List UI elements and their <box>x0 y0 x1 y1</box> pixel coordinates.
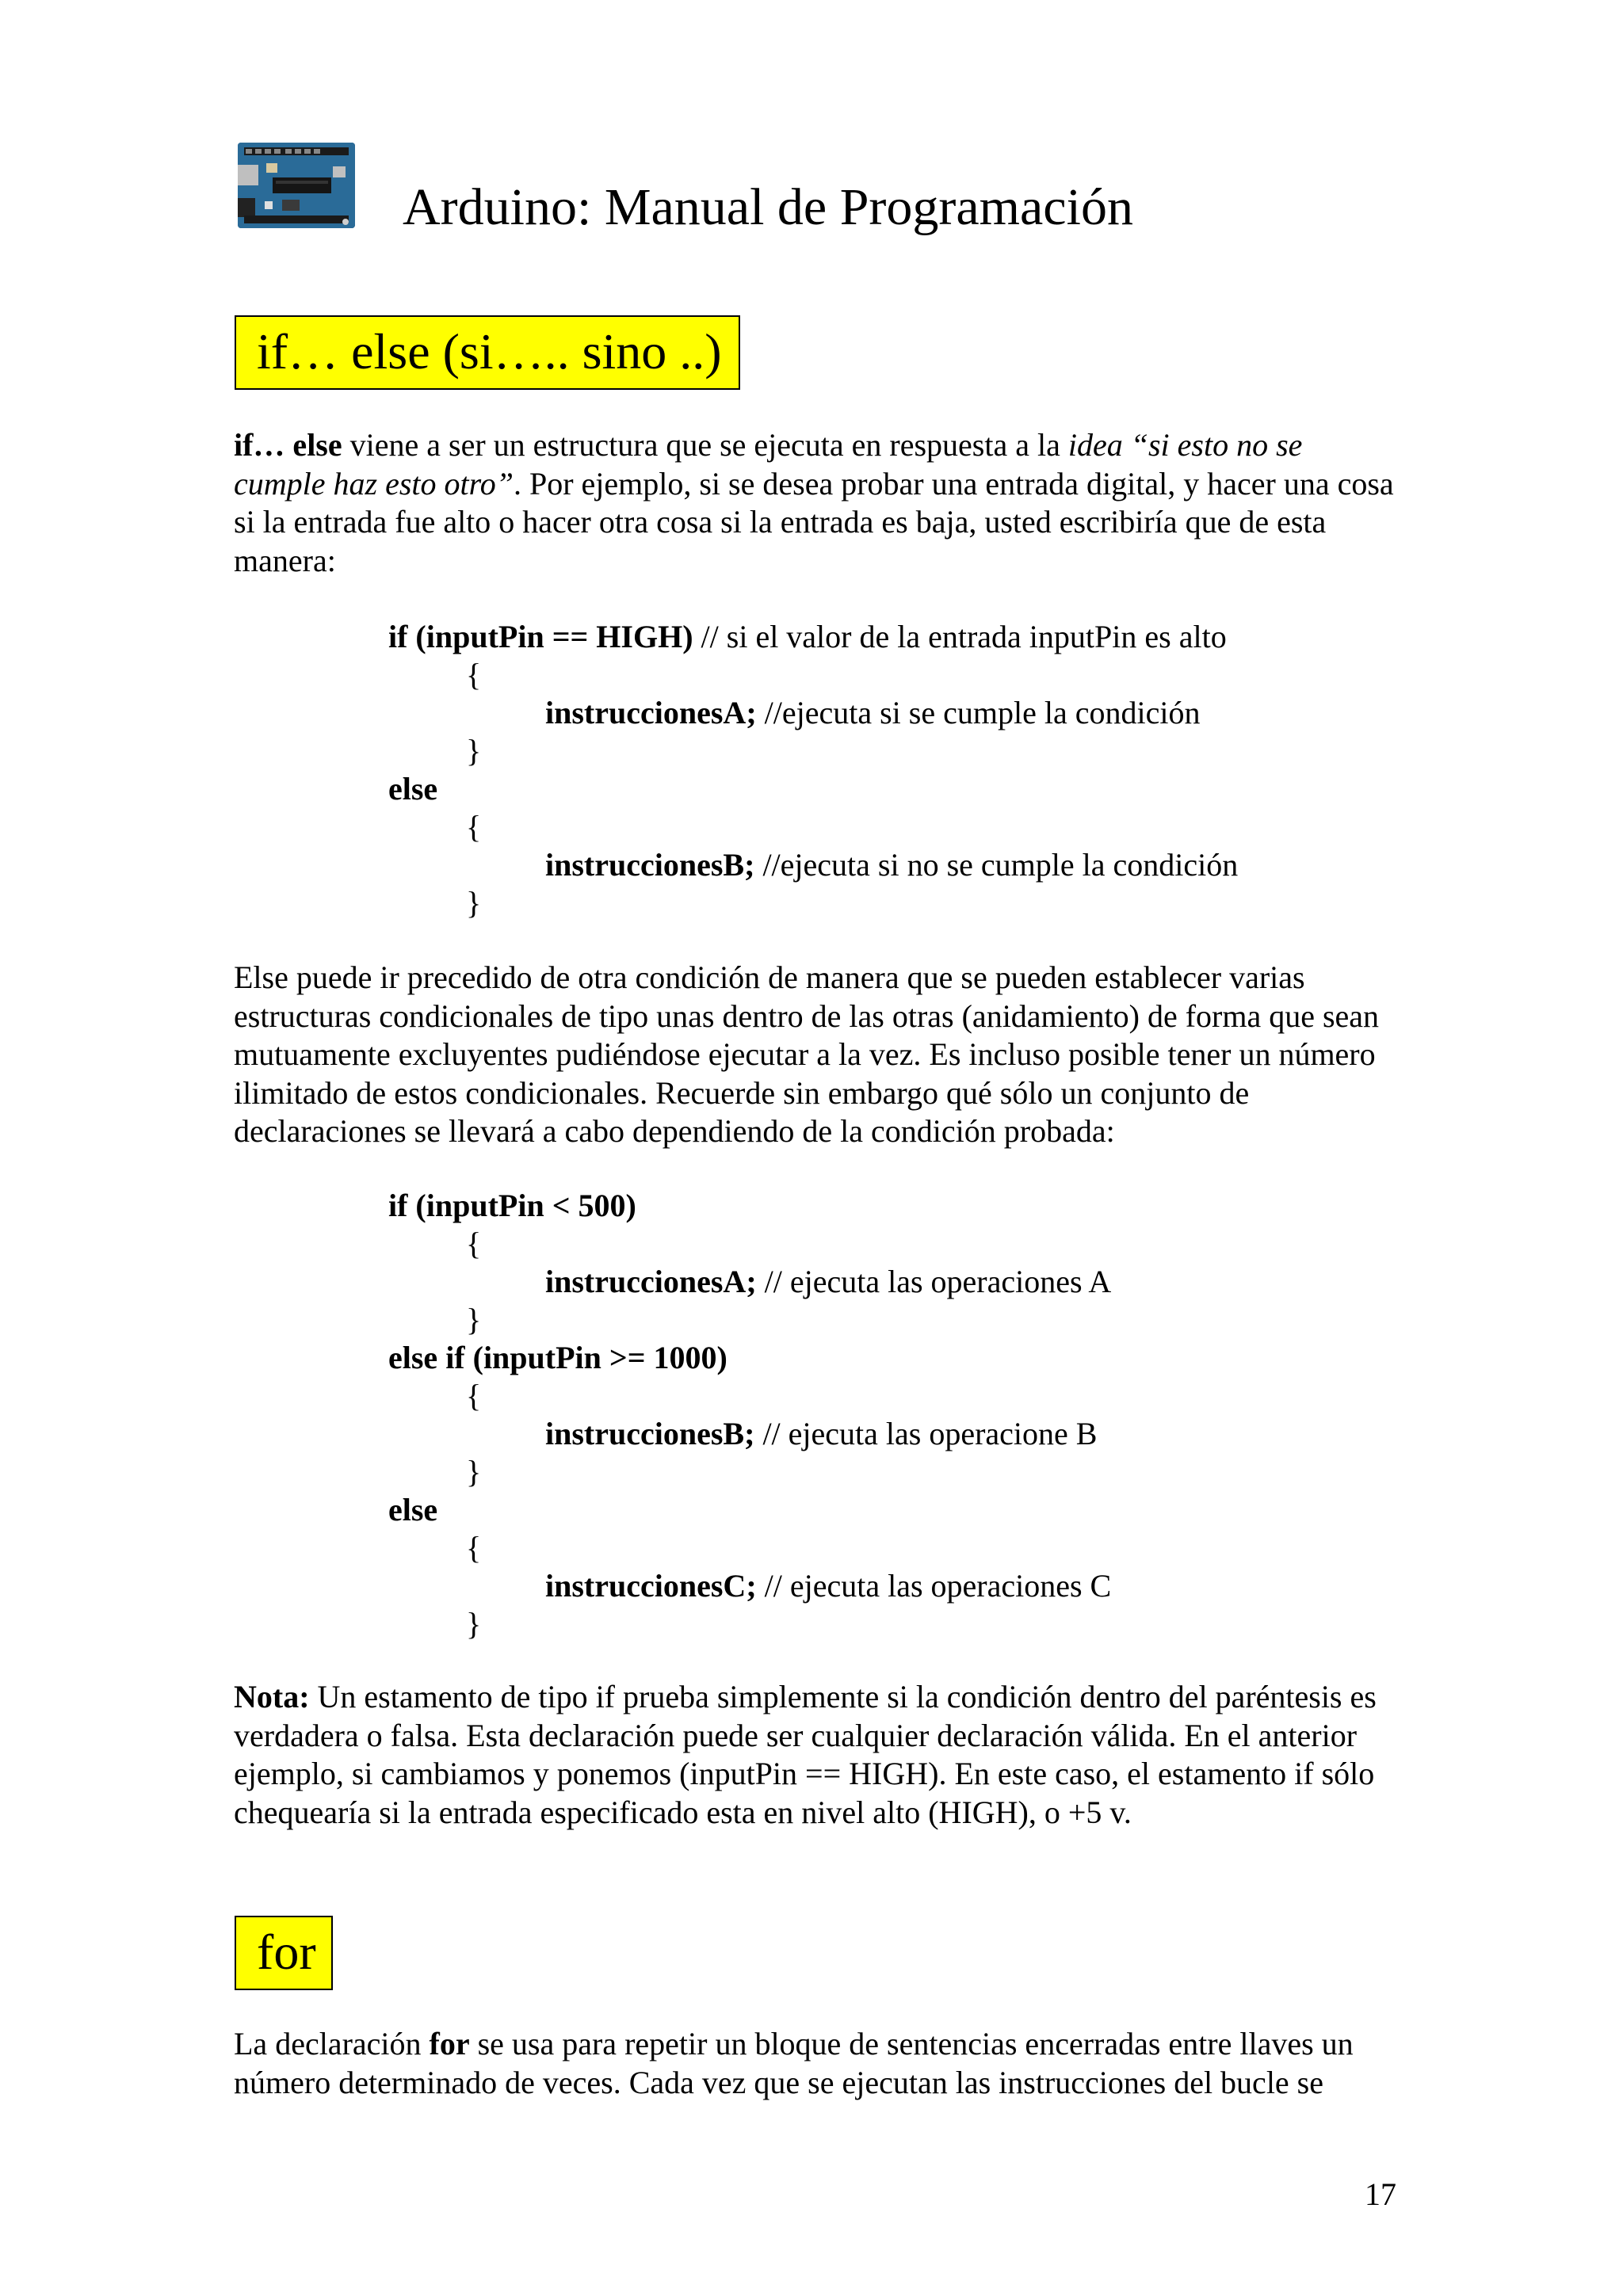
code-comment: // ejecuta las operacione B <box>754 1416 1098 1451</box>
code-statement: instruccionesA; <box>545 695 757 730</box>
intro-italic: idea “si esto no se cumple haz esto otro” <box>234 427 1303 502</box>
for-paragraph <box>234 2025 1399 2102</box>
code-brace: } <box>466 885 482 921</box>
code-statement: instruccionesB; <box>545 847 755 883</box>
section-heading-if-else: if… else (si….. sino ..) <box>235 315 740 390</box>
code-comment: // ejecuta las operaciones A <box>756 1264 1112 1299</box>
note-text: Un estamento de tipo if prueba simplemente si la condición dentro del paréntesis es verdadera o falsa. Esta declaración puede ser cualquier declaración válida. En el anterior ejemplo, si cambiamos y ponemos (inputPin == HIGH). En este caso, el estamento if sólo chequearía si la entrada especificado esta en nivel alto (HIGH), o +5 v. <box>234 1679 1377 1830</box>
code-else-if-statement: else if (inputPin >= 1000) <box>388 1340 727 1375</box>
code-line <box>388 1339 727 1377</box>
code-if-statement: if (inputPin == HIGH) <box>388 619 693 654</box>
for-text-end: se usa para repetir un bloque de sentencias encerradas entre llaves un número determinado de veces. Cada vez que se ejecutan las instrucciones del bucle se <box>234 2026 1354 2100</box>
else-nesting-paragraph: Else puede ir precedido de otra condición de manera que se pueden establecer varias estructuras condicionales de tipo unas dentro de las otras (anidamiento) de forma que sean mutuamente excluyentes pudiéndose ejecutar a la vez. Es incluso posible tener un número ilimitado de estos condicionales. Recuerde sin embargo qué sólo un conjunto de declaraciones se llevará a cabo dependiendo de la condición probada: <box>234 959 1380 1149</box>
code-line <box>545 846 1238 884</box>
code-line <box>545 694 1200 732</box>
intro-paragraph <box>234 426 1399 580</box>
page-number: 17 <box>1365 2176 1396 2212</box>
code-brace: { <box>466 809 482 845</box>
keyword-for: for <box>429 2026 470 2061</box>
code-line <box>388 618 1227 656</box>
note-label: Nota: <box>234 1679 310 1714</box>
code-keyword: else <box>388 771 438 807</box>
code-else <box>388 1491 437 1529</box>
page-header-title: Arduino: Manual de Programación <box>403 178 1133 236</box>
keyword-if-else: if… else <box>234 427 342 463</box>
code-line <box>545 1415 1097 1453</box>
code-statement: instruccionesB; <box>545 1416 755 1451</box>
code-brace: { <box>466 1226 482 1261</box>
code-comment: //ejecuta si se cumple la condición <box>756 695 1201 730</box>
for-text-start: La declaración <box>234 2026 430 2061</box>
code-brace: } <box>466 1302 482 1337</box>
code-if-statement: if (inputPin < 500) <box>388 1188 636 1223</box>
intro-text-1: viene a ser un estructura que se ejecuta en respuesta a la <box>342 427 1068 463</box>
code-comment: // si el valor de la entrada inputPin es alto <box>693 619 1227 654</box>
code-brace: { <box>466 1378 482 1413</box>
code-brace: } <box>466 1606 482 1642</box>
code-comment: //ejecuta si no se cumple la condición <box>754 847 1239 883</box>
code-line <box>545 1567 1111 1605</box>
code-statement: instruccionesA; <box>545 1264 757 1299</box>
note-paragraph <box>234 1678 1399 1832</box>
code-brace: } <box>466 733 482 769</box>
code-line <box>545 1263 1111 1301</box>
section-heading-for: for <box>235 1916 333 1990</box>
arduino-board-image <box>238 143 355 228</box>
code-keyword: else <box>388 1492 438 1527</box>
code-comment: // ejecuta las operaciones C <box>756 1568 1112 1604</box>
code-else <box>388 770 437 808</box>
code-line <box>388 1187 636 1225</box>
arduino-board-icon <box>238 143 355 228</box>
intro-text-2: . Por ejemplo, si se desea probar una entrada digital, y hacer una cosa si la entrada fue alto o hacer otra cosa si la entrada es baja, usted escribiría que de esta manera: <box>234 465 1394 578</box>
code-statement: instruccionesC; <box>545 1568 757 1604</box>
code-brace: { <box>466 657 482 692</box>
code-brace: } <box>466 1454 482 1489</box>
code-brace: { <box>466 1530 482 1566</box>
